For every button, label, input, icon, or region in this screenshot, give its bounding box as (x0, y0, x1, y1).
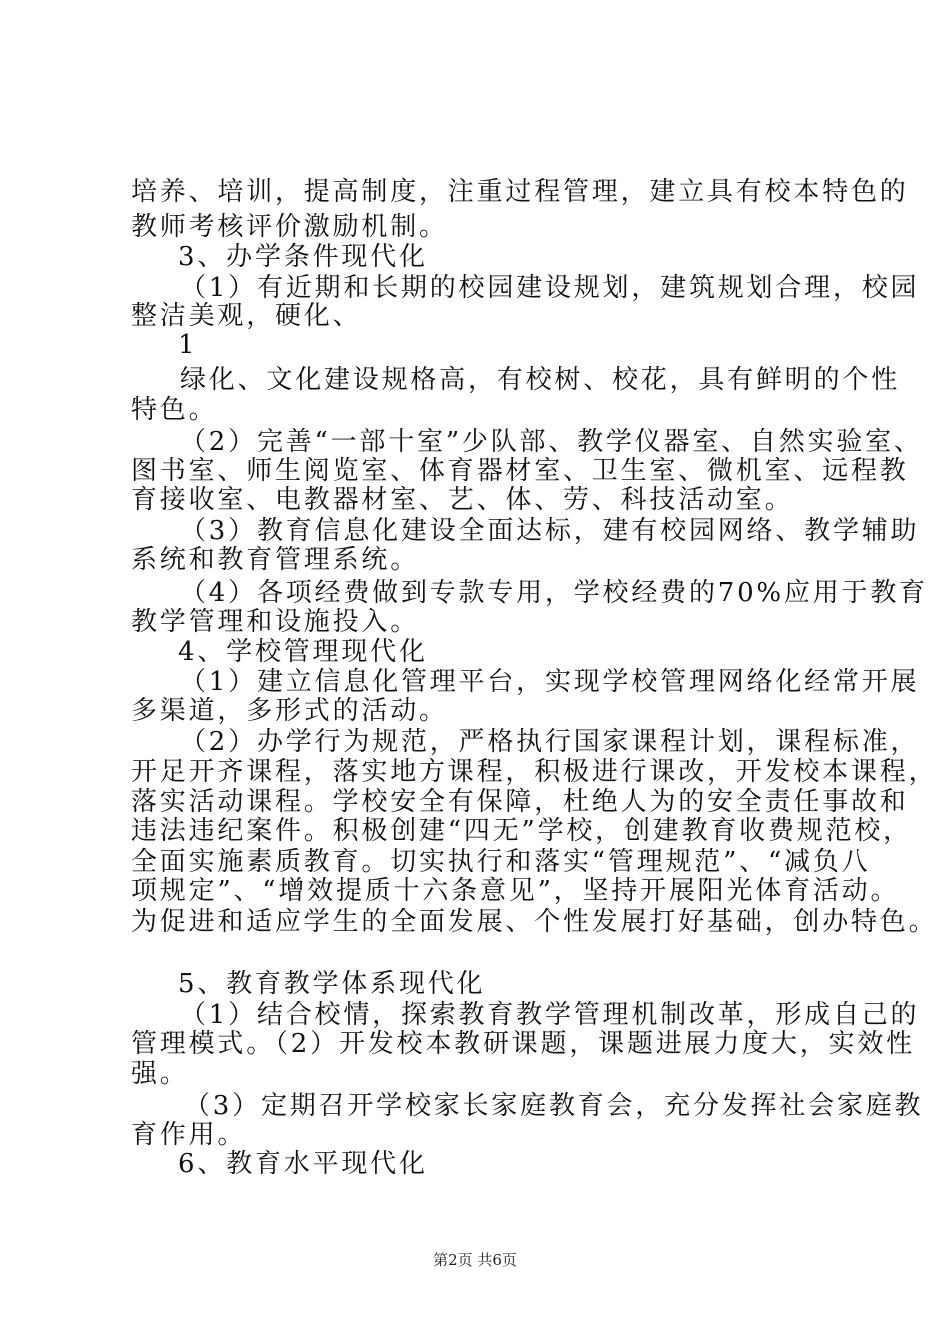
body-text-line: 管理模式。（2）开发校本教研课题，课题进展力度大，实效性 (131, 1029, 915, 1059)
body-text-line: 违法违纪案件。积极创建“四无”学校，创建教育收费规范校， (131, 816, 912, 846)
body-text-line: 图书室、师生阅览室、体育器材室、卫生室、微机室、远程教 (131, 456, 909, 486)
body-text-line: 育接收室、电教器材室、艺、体、劳、科技活动室。 (131, 485, 794, 515)
body-text-line: （3）定期召开学校家长家庭教育会，充分发挥社会家庭教 (184, 1091, 924, 1121)
body-text-line: 教学管理和设施投入。 (131, 607, 420, 637)
body-text-line: 落实活动课程。学校安全有保障，杜绝人为的安全责任事故和 (131, 787, 909, 817)
page-footer: 第2页 共6页 (433, 1251, 517, 1269)
body-text-line: 绿化、文化建设规格高，有校树、校花，具有鲜明的个性 (180, 365, 901, 395)
body-text-line: 特色。 (131, 395, 218, 425)
body-text-line: （1）有近期和长期的校园建设规划，建筑规划合理，校园 (180, 273, 920, 303)
section-heading: 5、教育教学体系现代化 (178, 969, 486, 999)
section-heading: 6、教育水平现代化 (178, 1149, 428, 1179)
body-text-line: 为促进和适应学生的全面发展、个性发展打好基础，创办特色。 (131, 907, 938, 937)
section-heading: 3、办学条件现代化 (178, 242, 428, 272)
body-text-line: （2）完善“一部十室”少队部、教学仪器室、自然实验室、 (180, 427, 923, 457)
body-text-line: （1）结合校情，探索教育教学管理机制改革，形成自己的 (180, 1000, 920, 1030)
body-text-line: （2）办学行为规范，严格执行国家课程计划，课程标准， (180, 727, 920, 757)
body-text-line: 多渠道，多形式的活动。 (131, 696, 448, 726)
body-text-line: （1）建立信息化管理平台，实现学校管理网络化经常开展 (180, 667, 920, 697)
body-text-line: 育作用。 (131, 1120, 247, 1150)
body-text-line: 项规定”、“增效提质十六条意见”，坚持开展阳光体育活动。 (131, 876, 900, 906)
page-number-marker: 1 (178, 330, 198, 360)
body-text-line: 全面实施素质教育。切实执行和落实“管理规范”、“减负八 (131, 847, 871, 877)
body-text-line: 教师考核评价激励机制。 (131, 212, 448, 242)
body-text-line: （4）各项经费做到专款专用，学校经费的70%应用于教育 (180, 578, 928, 608)
body-text-line: 强。 (131, 1059, 189, 1089)
body-text-line: 系统和教育管理系统。 (131, 545, 420, 575)
body-text-line: 开足开齐课程，落实地方课程，积极进行课改，开发校本课程， (131, 757, 938, 787)
section-heading: 4、学校管理现代化 (178, 637, 428, 667)
body-text-line: （3）教育信息化建设全面达标，建有校园网络、教学辅助 (180, 516, 920, 546)
body-text-line: 培养、培训，提高制度，注重过程管理，建立具有校本特色的 (131, 177, 909, 207)
body-text-line: 整洁美观，硬化、 (131, 301, 362, 331)
